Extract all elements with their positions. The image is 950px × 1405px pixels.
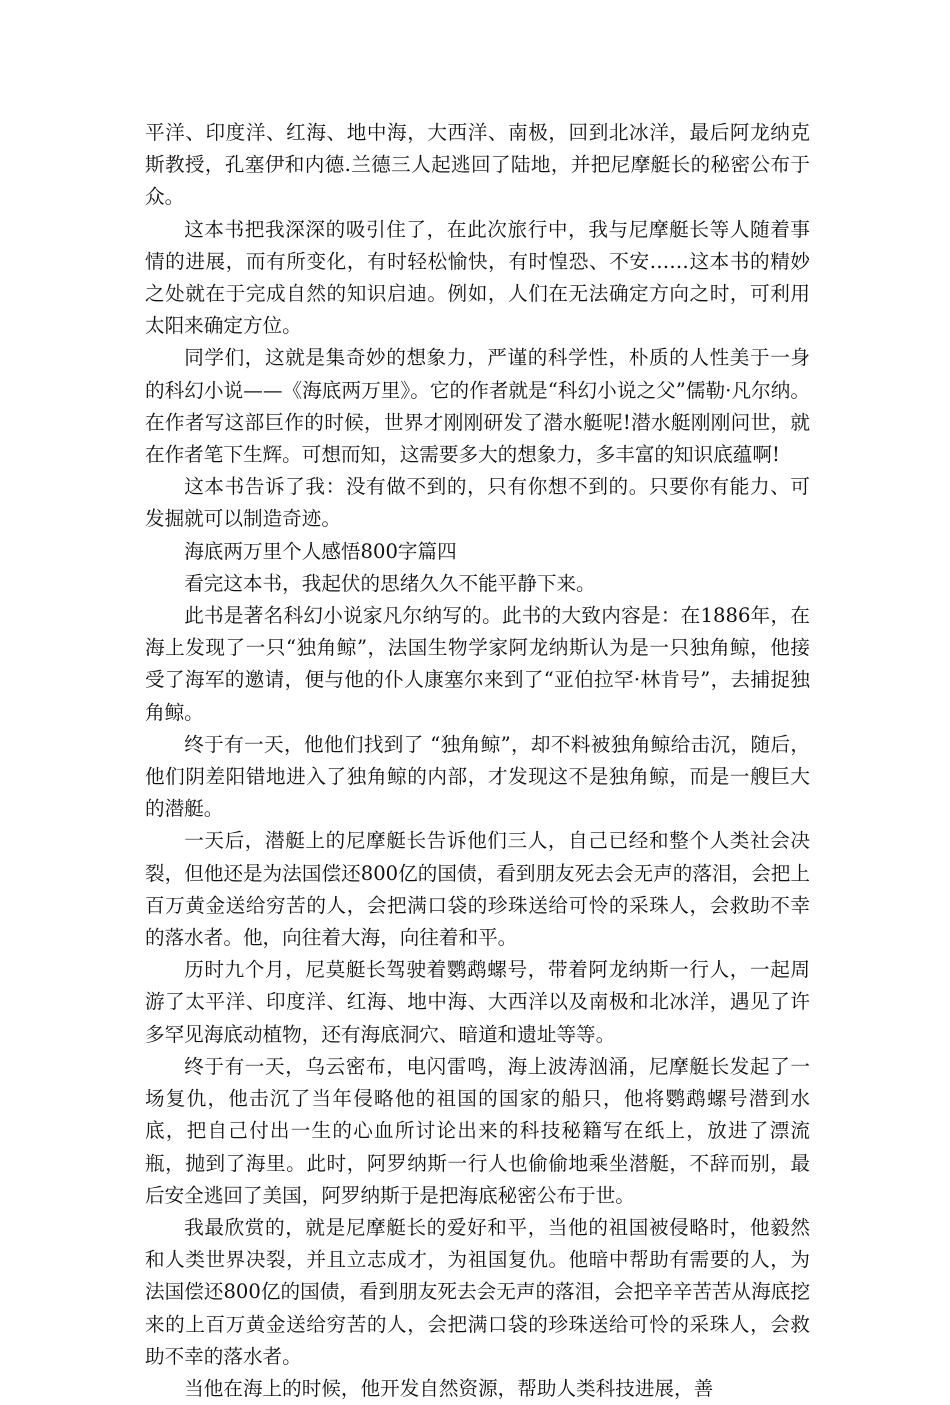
paragraph-7: 此书是著名科幻小说家凡尔纳写的。此书的大致内容是：在1886年，在海上发现了一只“独角鲸”，法国生物学家阿龙纳斯认为是一只独角鲸，他接受了海军的邀请，便与他的仆人康塞尔来到了“亚伯拉罕·林肯号”，去捕捉独角鲸。 xyxy=(145,604,810,724)
paragraph-2: 这本书把我深深的吸引住了，在此次旅行中，我与尼摩艇长等人随着事情的进展，而有所变化，有时轻松愉快，有时惶恐、不安……这本书的精妙之处就在于完成自然的知识启迪。例如，人们在无法确定方向之时，可利用太阳来确定方位。 xyxy=(145,217,810,338)
paragraph-11: 终于有一天，乌云密布，电闪雷鸣，海上波涛汹涌，尼摩艇长发起了一场复仇，他击沉了当年侵略他的祖国的国家的船只，他将鹦鹉螺号潜到水底，把自己付出一生的心血所讨论出来的科技秘籍写在纸上，放进了漂流瓶，抛到了海里。此时，阿罗纳斯一行人也偷偷地乘坐潜艇，不辞而别，最后安全逃回了美国，阿罗纳斯于是把海底秘密公布于世。 xyxy=(145,1054,810,1207)
paragraph-10: 历时九个月，尼莫艇长驾驶着鹦鹉螺号，带着阿龙纳斯一行人，一起周游了太平洋、印度洋、红海、地中海、大西洋以及南极和北冰洋，遇见了许多罕见海底动植物，还有海底洞穴、暗道和遗址等等。 xyxy=(145,958,810,1046)
paragraph-6: 看完这本书，我起伏的思绪久久不能平静下来。 xyxy=(184,571,596,595)
document-page xyxy=(145,117,810,1405)
paragraph-9: 一天后，潜艇上的尼摩艇长告诉他们三人，自己已经和整个人类社会决裂，但他还是为法国偿还800亿的国债，看到朋友死去会无声的落泪，会把上百万黄金送给穷苦的人，会把满口袋的珍珠送给可怜的采珠人，会救助不幸的落水者。他，向往着大海，向往着和平。 xyxy=(145,829,810,950)
paragraph-3: 同学们，这就是集奇妙的想象力，严谨的科学性，朴质的人性美于一身的科幻小说——《海底两万里》。它的作者就是“科幻小说之父”儒勒·凡尔纳。在作者写这部巨作的时候，世界才刚刚研发了潜水艇呢!潜水艇刚刚问世，就在作者笔下生辉。可想而知，这需要多大的想象力，多丰富的知识底蕴啊! xyxy=(145,346,810,467)
paragraph-1: 平洋、印度洋、红海、地中海，大西洋、南极，回到北冰洋，最后阿龙纳克斯教授，孔塞伊和内德.兰德三人起逃回了陆地，并把尼摩艇长的秘密公布于众。 xyxy=(145,121,810,209)
paragraph-4: 这本书告诉了我：没有做不到的，只有你想不到的。只要你有能力、可发掘就可以制造奇迹。 xyxy=(145,475,810,531)
section-heading: 海底两万里个人感悟800字篇四 xyxy=(184,539,457,563)
paragraph-8: 终于有一天，他他们找到了 “独角鲸”，却不料被独角鲸给击沉，随后，他们阴差阳错地进入了独角鲸的内部，才发现这不是独角鲸，而是一艘巨大的潜艇。 xyxy=(145,732,810,821)
paragraph-13: 当他在海上的时候，他开发自然资源，帮助人类科技进展，善 xyxy=(184,1376,714,1400)
paragraph-12: 我最欣赏的，就是尼摩艇长的爱好和平，当他的祖国被侵略时，他毅然和人类世界决裂，并且立志成才，为祖国复仇。他暗中帮助有需要的人，为法国偿还800亿的国债，看到朋友死去会无声的落泪，会把辛辛苦苦从海底挖来的上百万黄金送给穷苦的人，会把满口袋的珍珠送给可怜的采珠人，会救助不幸的落水者。 xyxy=(145,1215,810,1368)
